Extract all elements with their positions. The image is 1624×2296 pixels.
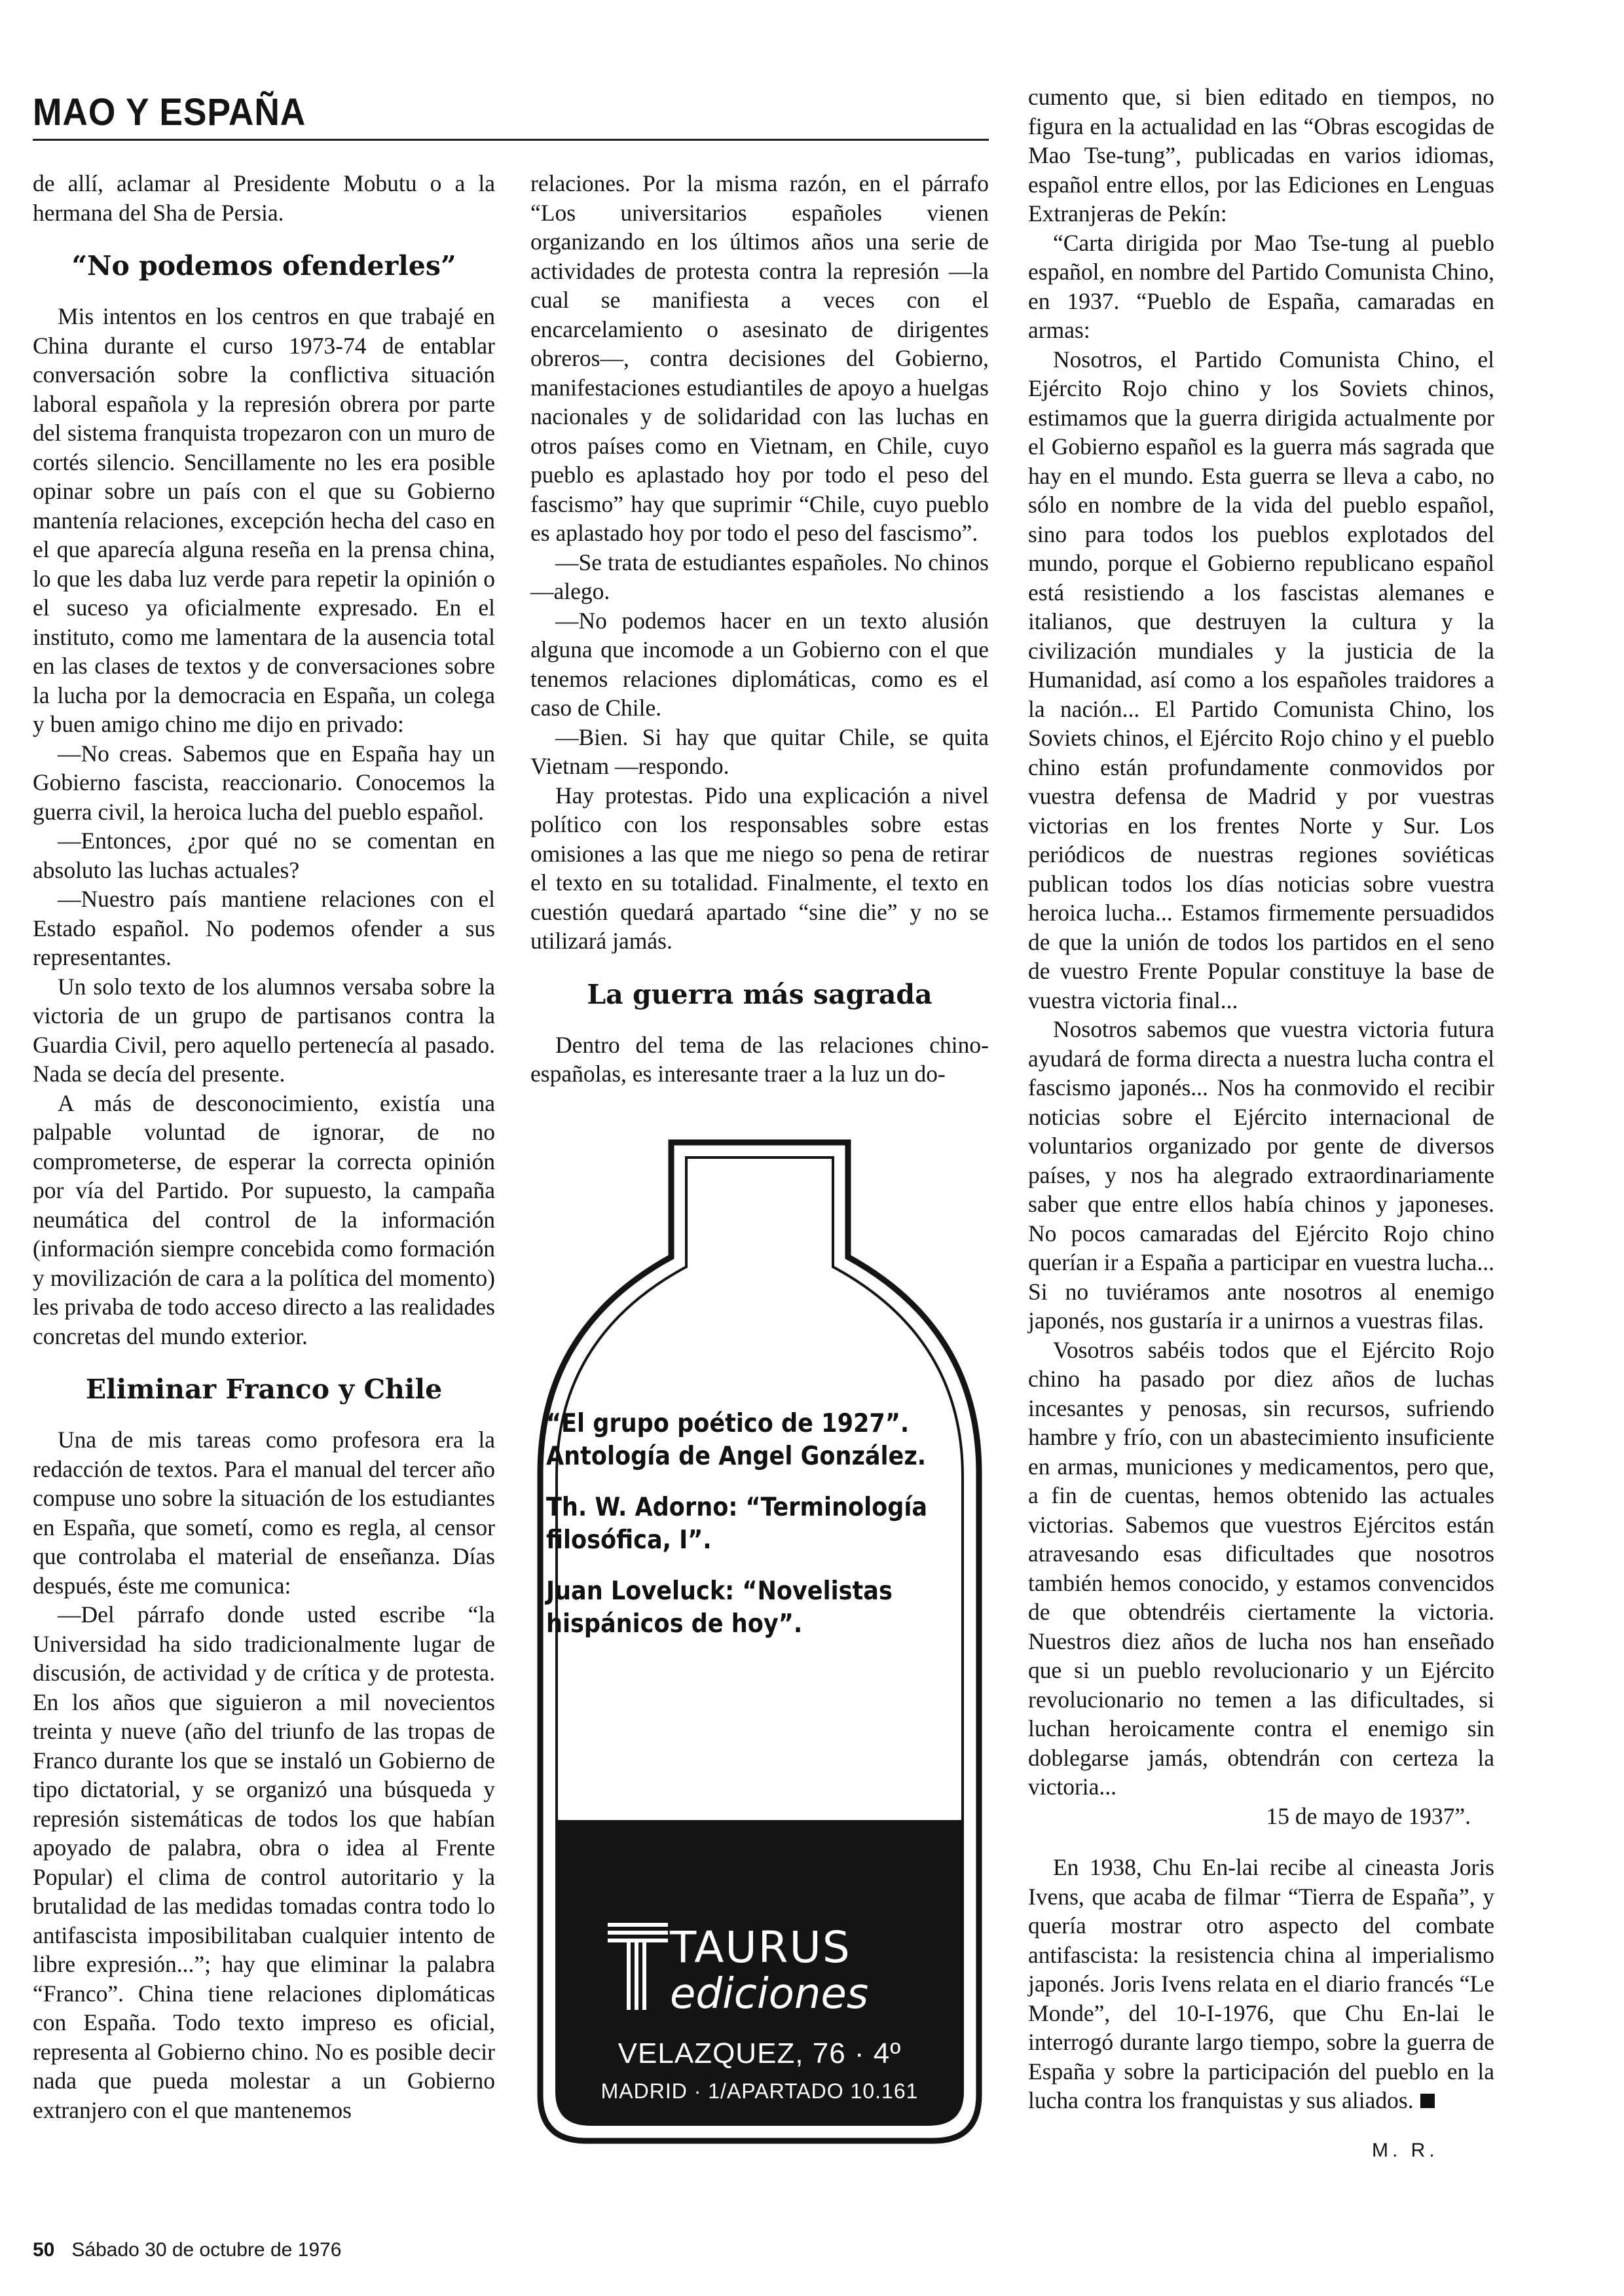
letter-date: 15 de mayo de 1937”. xyxy=(1266,1802,1471,1829)
article-column-1 xyxy=(33,169,495,2124)
paragraph: —Nuestro país mantiene relaciones con el Estado español. No podemos ofender a sus representantes. xyxy=(33,886,495,970)
ad-book-line: “El grupo poético de 1927”. Antología de Angel González. xyxy=(546,1409,927,1471)
paragraph: —Entonces, ¿por qué no se comentan en absoluto las luchas actuales? xyxy=(33,828,495,883)
paragraph: A más de desconocimiento, existía una palpable voluntad de ignorar, de no comprometerse, de esperar la correcta opinión por vía del Partido. Por supuesto, la campaña neumática del control de la información (información siempre concebida como formación y movilización de cara a la política del momento) les privaba de todo acceso directo a las realidades concretas del mundo exterior. xyxy=(33,1089,495,1349)
page-number: 50 xyxy=(33,2239,55,2261)
paragraph: relaciones. Por la misma razón, en el párrafo “Los universitarios españoles vienen organizando en los últimos años una serie de actividades de protesta contra la represión —la cual se manifiesta a veces con el encarcelamiento o asesinato de dirigentes obreros—, contra decisiones del Gobierno, manifestaciones estudiantiles de apoyo a huelgas nacionales y de solidaridad con las luchas en otros países como en Vietnam, en Chile, cuyo pueblo es aplastado hoy por todo el peso del fascismo” hay que suprimir “Chile, cuyo pueblo es aplastado hoy por todo el peso del fascismo”. xyxy=(530,170,989,546)
ad-book-line: Juan Loveluck: “Novelistas hispánicos de hoy”. xyxy=(546,1576,893,1639)
ad-book-line: Th. W. Adorno: “Terminología filosófica, I”. xyxy=(546,1493,928,1555)
paragraph: —Del párrafo donde usted escribe “la Universidad ha sido tradicionalmente lugar de discusión, de actividad y de crítica y de protesta. En los años que siguieron a mil novecientos treinta y nueve (año del triunfo de las tropas de Franco durante los que se instaló un Gobierno de tipo dictatorial, y se organizó una búsqueda y represión sistemáticas de todos los que habían apoyado de palabra, obra o idea al Frente Popular) el clima de control autoritario y la brutalidad de las medidas tomadas contra todo lo antifascista imposibilitaban cualquier intento de libre expresión...”; hay que eliminar la palabra “Franco”. China tiene relaciones diplomáticas con España. Todo texto impreso es oficial, representa al Gobierno chino. No es posible decir nada que pueda molestar a un Gobierno extranjero con el que mantenemos xyxy=(33,1601,495,2123)
paragraph: —No podemos hacer en un texto alusión alguna que incomode a un Gobierno con el que tenemos relaciones diplomáticas, como es el caso de Chile. xyxy=(530,607,989,721)
paragraph: En 1938, Chu En-lai recibe al cineasta Joris Ivens, que acaba de filmar “Tierra de España”, y quería mostrar otro aspecto del combate antifascista: la resistencia china al imperialismo japonés. Joris Ivens relata en el diario francés “Le Monde”, del 10-I-1976, que Chu En-lai le interrogó durante largo tiempo, sobre la guerra de España y sobre la participación del pueblo en la lucha contra los franquistas y sus aliados. xyxy=(1028,1854,1494,2113)
advertised-books xyxy=(546,1408,965,1659)
article-column-3 xyxy=(1028,82,1494,2115)
paragraph: Un solo texto de los alumnos versaba sobre la victoria de un grupo de partisanos contra la Guardia Civil, pero aquello pertenecía al pasado. Nada se decía del presente. xyxy=(33,973,495,1087)
paragraph: Vosotros sabéis todos que el Ejército Rojo chino ha pasado por diez años de luchas incesantes y penosas, sin recursos, sufriendo hambre y frío, con un abastecimiento insuficiente en armas, municiones y medicamentos, pero que, a fin de cuentas, hemos obtenido las actuales victorias. Sabemos que vuestros Ejércitos están atravesando esas dificultades que nosotros también hemos conocido, y estamos convencidos de que obtendréis ciertamente la victoria. Nuestros diez años de lucha nos han enseñado que si un pueblo revolucionario y un Ejército revolucionario no temen a las dificultades, si luchan heroicamente contra el enemigo sin doblegarse jamás, obtendrán con certeza la victoria... xyxy=(1028,1336,1494,1800)
author-initials: M. R. xyxy=(1372,2140,1439,2161)
subheading: Eliminar Franco y Chile xyxy=(85,1374,443,1405)
section-title: MAO Y ESPAÑA xyxy=(33,91,306,134)
ad-street-address: VELAZQUEZ, 76 · 4º xyxy=(618,2037,902,2069)
paragraph: —Bien. Si hay que quitar Chile, se quita Vietnam —respondo. xyxy=(530,723,989,779)
paragraph: Nosotros, el Partido Comunista Chino, el Ejército Rojo chino y los Soviets chinos, estimamos que la guerra dirigida actualmente por el Gobierno español es la guerra más sagrada que hay en el mundo. Esta guerra se lleva a cabo, no sólo en nombre de la vida del pueblo español, sino para todos los pueblos explotados del mundo, porque el Gobierno republicano español está resistiendo a los fascistas alemanes e italianos, que destruyen la cultura y la civilización mundiales y la justicia de la Humanidad, así como a los españoles traidores a la nación... El Partido Comunista Chino, los Soviets chinos, el Ejército Rojo chino y el pueblo chino están profundamente conmovidos por vuestra defensa de Madrid y por vuestras victorias en los frentes Norte y Sur. Los periódicos de nuestras regiones soviéticas publican todos los días noticias sobre vuestra heroica lucha... Estamos firmemente persuadidos de que la unión de todos los partidos en el seno de vuestro Frente Popular constituye la base de vuestra victoria final... xyxy=(1028,346,1494,1013)
column-gap xyxy=(1028,1831,1494,1853)
issue-date: Sábado 30 de octubre de 1976 xyxy=(71,2239,342,2261)
end-of-article-mark xyxy=(1420,2094,1435,2108)
subheading: La guerra más sagrada xyxy=(587,978,932,1010)
paragraph: cumento que, si bien editado en tiempos, no figura en la actualidad en las “Obras escogidas de Mao Tse-tung”, publicadas en varios idiomas, español entre ellos, por las Ediciones en Lenguas Extranjeras de Pekín: xyxy=(1028,84,1494,227)
paragraph: Hay protestas. Pido una explicación a nivel político con los responsables sobre estas omisiones a las que me niego so pena de retirar el texto en su totalidad. Finalmente, el texto en cuestión quedará apartado “sine die” y no se utilizará jamás. xyxy=(530,782,989,954)
paragraph: Mis intentos en los centros en que trabajé en China durante el curso 1973-74 de entablar conversación sobre la conflictiva situación laboral española y la represión obrera por parte del sistema franquista tropezaron con un muro de cortés silencio. Sencillamente no les era posible opinar sobre un país con el que su Gobierno mantenía relaciones, excepción hecha del caso en el que aparecía alguna reseña en la prensa china, lo que les daba luz verde para repetir la opinión o el suceso ya oficialmente expresado. En el instituto, como me lamentara de la ausencia total en las clases de textos y de conversaciones sobre la lucha por la democracia en España, un colega y buen amigo chino me dijo en privado: xyxy=(33,303,495,737)
paragraph: Una de mis tareas como profesora era la redacción de textos. Para el manual del tercer año compuse uno sobre la situación de los estudiantes en España, que sometí, como es regla, al censor que controlaba el material de enseñanza. Días después, éste me comunica: xyxy=(33,1427,495,1599)
taurus-advertisement xyxy=(530,1133,989,2154)
article-column-2 xyxy=(530,169,989,1089)
paragraph: —Se trata de estudiantes españoles. No chinos —alego. xyxy=(530,549,989,604)
paragraph: Nosotros sabemos que vuestra victoria futura ayudará de forma directa a nuestra lucha contra el fascismo japonés... Nos ha conmovido el recibir noticias sobre el Ejército internacional de voluntarios organizado por gente de diversos países, y nos ha alegrado extraordinariamente saber que entre ellos había chinos y japoneses. No pocos camaradas del Ejército Rojo chino querían ir a España a participar en vuestra lucha... Si no tuviéramos ante nosotros al enemigo japonés, nos gustaría ir a unirnos a vuestras filas. xyxy=(1028,1016,1494,1334)
subheading: “No podemos ofenderles” xyxy=(71,250,456,282)
paragraph: de allí, aclamar al Presidente Mobutu o a la hermana del Sha de Persia. xyxy=(33,170,495,226)
paragraph: “Carta dirigida por Mao Tse-tung al pueblo español, en nombre del Partido Comunista Chino, en 1937. “Pueblo de España, camaradas en armas: xyxy=(1028,229,1494,343)
logo-taurus-text: TAURUS xyxy=(670,1922,851,1973)
ad-city-address: MADRID · 1/APARTADO 10.161 xyxy=(600,2079,919,2103)
title-rule xyxy=(33,139,989,141)
paragraph: —No creas. Sabemos que en España hay un Gobierno fascista, reaccionario. Conocemos la guerra civil, la heroica lucha del pueblo español. xyxy=(33,740,495,825)
page-footer xyxy=(33,2239,341,2261)
logo-ediciones-text: ediciones xyxy=(670,1970,869,2018)
paragraph: Dentro del tema de las relaciones chino-españolas, es interesante traer a la luz un do- xyxy=(530,1031,989,1087)
